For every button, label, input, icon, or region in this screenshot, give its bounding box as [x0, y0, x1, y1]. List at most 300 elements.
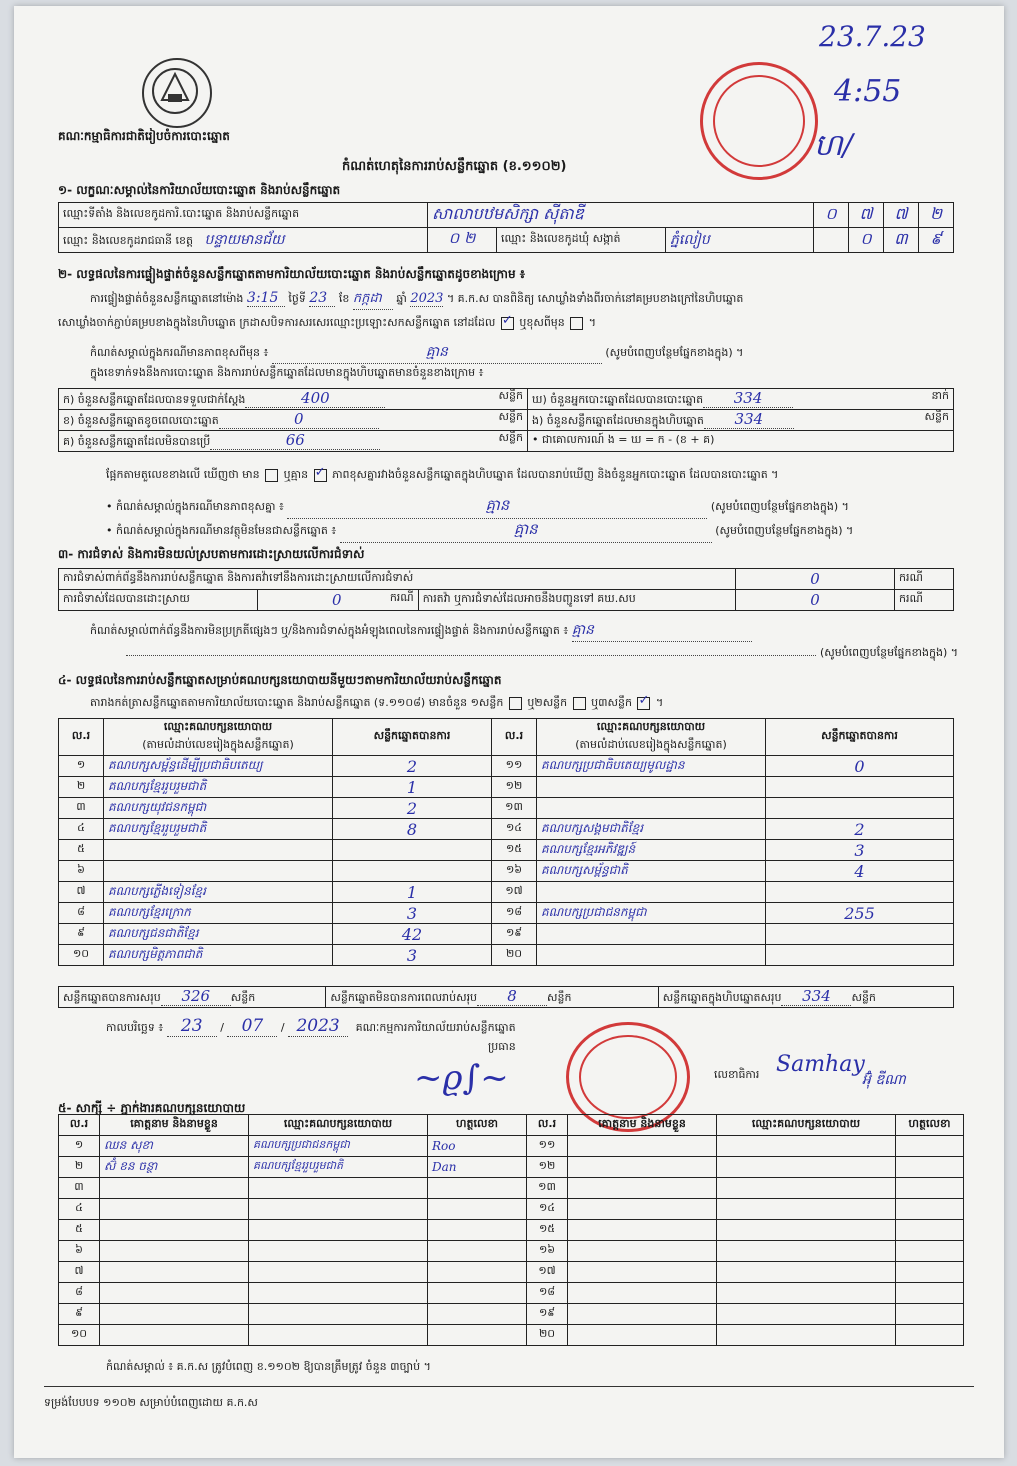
bullet2-value: គ្មាន — [340, 520, 712, 543]
s3-dotted-line — [126, 655, 816, 656]
w-col-party-left: ឈ្មោះគណបក្សនយោបាយ — [249, 1115, 428, 1136]
col-party-sub-left: (តាមលំដាប់លេខរៀងក្នុងសន្លឹកឆ្នោត) — [104, 737, 333, 756]
unit-b: សន្លឹក — [498, 410, 523, 423]
witness-name-left — [100, 1325, 249, 1346]
witness-name-left — [100, 1220, 249, 1241]
witness-no-right: ២០ — [527, 1325, 568, 1346]
total-invalid-label: សន្លឹកឆ្នោតមិនបានការពេលរាប់សរុប — [330, 991, 478, 1004]
witness-party-left — [249, 1325, 428, 1346]
witness-row — [59, 1136, 964, 1157]
no-difference-checkbox[interactable] — [314, 469, 327, 482]
witness-no-left: ២ — [59, 1157, 100, 1178]
result-party-left: គណបក្សភ្លើងទៀនខ្មែរ — [104, 882, 333, 903]
result-party-right: គណបក្សប្រជាធិបតេយ្យមូលដ្ឋាន — [537, 756, 766, 777]
witness-row — [59, 1178, 964, 1199]
w-col-name-left: គោត្តនាម និងនាមខ្លួន — [100, 1115, 249, 1136]
p1-d: ឆ្នាំ — [396, 292, 407, 305]
result-votes-right: 0 — [766, 756, 954, 777]
result-row — [59, 945, 954, 966]
count-month: កក្កដា — [353, 290, 393, 310]
witness-name-right — [568, 1136, 717, 1157]
has-difference-checkbox[interactable] — [265, 469, 278, 482]
witness-table — [58, 1114, 964, 1346]
witness-party-right — [717, 1304, 896, 1325]
count-year: 2023 — [410, 291, 444, 306]
p1-a: ការផ្ទៀងផ្ទាត់ចំនួនសន្លឹកឆ្នោតនៅម៉ោង — [90, 292, 244, 305]
ballot-count-table — [58, 388, 954, 452]
handwritten-time: 4:55 — [834, 74, 902, 109]
objection-row1-unit: ករណី — [895, 569, 954, 590]
nec-emblem-logo — [142, 58, 212, 128]
s4-intro-a: តារាងកត់ត្រាសន្លឹកឆ្នោតតាមការិយាល័យបោះឆ្នោត និងរាប់សន្លឹកឆ្នោត (ទ.១១០៨) មានចំនួន ១សន្លឹក — [90, 696, 504, 709]
witness-sign-right — [896, 1220, 964, 1241]
resolved-objections-value: 0 — [332, 591, 342, 609]
s3-remark-value: គ្មាន — [572, 620, 752, 642]
result-votes-right — [766, 945, 954, 966]
p2-text: សោឃ្លាំងចាក់ភ្ជាប់គម្របខាងក្នុងនៃហិបឆ្នោត ក្រដាសបិទការសរសេរឈ្មោះប្រឡោះសកសន្លឹកឆ្នោត នៅដដែល — [58, 316, 496, 329]
total-box-value: 334 — [781, 987, 851, 1006]
witness-name-right — [568, 1262, 717, 1283]
objection-table — [58, 568, 954, 611]
witness-party-left — [249, 1178, 428, 1199]
witness-no-right: ១៤ — [527, 1199, 568, 1220]
result-party-left — [104, 861, 333, 882]
result-row — [59, 924, 954, 945]
witness-sign-left — [428, 1178, 527, 1199]
result-no-right: ១៩ — [492, 924, 537, 945]
result-votes-right — [766, 798, 954, 819]
w-col-sign-left: ហត្ថលេខា — [428, 1115, 527, 1136]
chair-signature: ~ϱ∫~ — [414, 1058, 509, 1098]
w-col-sign-right: ហត្ថលេខា — [896, 1115, 964, 1136]
witness-sign-left — [428, 1304, 527, 1325]
witness-row — [59, 1220, 964, 1241]
commune-label: ឈ្មោះ និងលេខកូដឃុំ សង្កាត់ — [497, 228, 666, 253]
result-row — [59, 756, 954, 777]
witness-sign-left: Dan — [428, 1157, 527, 1178]
compare-c: ភាពខុសគ្នារវាងចំនួនសន្លឹកឆ្នោតក្នុងហិបឆ្នោត ដែលបានរាប់ឃើញ និងចំនួនអ្នកបោះឆ្នោត ដែលបានបោះឆ្នោត ។ — [332, 468, 779, 481]
witness-no-right: ១៦ — [527, 1241, 568, 1262]
date-month: 07 — [227, 1016, 277, 1037]
witness-party-left: គណបក្សប្រជាជនកម្ពុជា — [249, 1136, 428, 1157]
section2-para1 — [90, 290, 960, 310]
witness-no-right: ១៥ — [527, 1220, 568, 1241]
count-row-d — [528, 389, 954, 410]
witness-sign-left — [428, 1241, 527, 1262]
label-b: ខ) ចំនួនសន្លឹកឆ្នោតខូចពេលបោះឆ្នោត — [63, 414, 219, 427]
result-votes-right — [766, 777, 954, 798]
footer-note: កំណត់សម្គាល់ ៖ គ.ក.ស ត្រូវបំពេញ ខ.១១០២ ឱ្យបានត្រឹមត្រូវ ចំនួន ៣ច្បាប់ ។ — [106, 1360, 431, 1373]
commune-code-spacer — [814, 228, 849, 253]
official-seal-top — [700, 62, 818, 180]
section2-compare — [106, 468, 966, 484]
location-label: ឈ្មោះទីតាំង និងលេខកូដការិ.បោះឆ្នោត និងរាប់សន្លឹកឆ្នោត — [59, 203, 428, 228]
witness-name-right — [568, 1199, 717, 1220]
total-valid-label: សន្លឹកឆ្នោតបានការសរុប — [63, 991, 161, 1004]
witness-name-right — [568, 1241, 717, 1262]
result-row — [59, 861, 954, 882]
total-box-unit: សន្លឹក — [851, 991, 876, 1004]
province-label-text: ឈ្មោះ និងលេខកូដរាជធានី ខេត្ត — [63, 233, 193, 247]
witness-no-left: ៥ — [59, 1220, 100, 1241]
result-party-left: គណបក្សមិត្តភាពជាតិ — [104, 945, 333, 966]
remark-label: កំណត់សម្គាល់ក្នុងករណីមានភាពខុសពីមុន ៖ — [90, 346, 269, 359]
w-col-party-right: ឈ្មោះគណបក្សនយោបាយ — [717, 1115, 896, 1136]
result-no-left: ៨ — [59, 903, 104, 924]
result-party-left: គណបក្សខ្មែរក្រោក — [104, 903, 333, 924]
result-row — [59, 840, 954, 861]
witness-name-left — [100, 1199, 249, 1220]
total-valid-cell — [59, 987, 326, 1008]
witness-party-left — [249, 1199, 428, 1220]
result-no-right: ១៨ — [492, 903, 537, 924]
result-party-right: គណបក្សប្រជាជនកម្ពុជា — [537, 903, 766, 924]
witness-name-left — [100, 1283, 249, 1304]
witness-sign-left — [428, 1199, 527, 1220]
result-no-left: ១ — [59, 756, 104, 777]
total-invalid-unit: សន្លឹក — [547, 991, 572, 1004]
unit-c: សន្លឹក — [498, 431, 523, 444]
witness-row — [59, 1262, 964, 1283]
result-party-left — [104, 840, 333, 861]
section5-title: ៥- សាក្សី ÷ ភ្នាក់ងារគណបក្សនយោបាយ — [58, 1101, 246, 1115]
section2-para2: សោឃ្លាំងចាក់ភ្ជាប់គម្របខាងក្នុងនៃហិបឆ្នោត ក្រដាសបិទការសរសេរឈ្មោះប្រឡោះសកសន្លឹកឆ្នោត នៅដដែល ✓ ឬខុសពីមុន ។ — [58, 316, 596, 332]
result-no-left: ៤ — [59, 819, 104, 840]
org-name: គណៈកម្មាធិការជាតិរៀបចំការបោះឆ្នោត — [58, 129, 230, 143]
one-sheet-checkbox[interactable] — [509, 697, 522, 710]
section1-title: ១- លក្ខណៈសម្គាល់នៃការិយាល័យបោះឆ្នោត និងរាប់សន្លឹកឆ្នោត — [58, 183, 341, 197]
witness-sign-left — [428, 1283, 527, 1304]
col-votes-left: សន្លឹកឆ្នោតបានការ — [333, 719, 492, 756]
witness-sign-right — [896, 1157, 964, 1178]
result-party-right — [537, 777, 766, 798]
label-d: ឃ) ចំនួនអ្នកបោះឆ្នោតដែលបានបោះឆ្នោត — [532, 393, 704, 406]
formula-cell: • ជាគោលការណ៍ ង = ឃ = ក - (ខ + គ) — [528, 431, 954, 452]
province-label — [59, 228, 428, 253]
result-votes-left: 1 — [333, 882, 492, 903]
witness-sign-right — [896, 1325, 964, 1346]
witness-name-left: ស៊ំ ខន ចន្ថា — [100, 1157, 249, 1178]
label-e: ង) ចំនួនសន្លឹកឆ្នោតដែលមានក្នុងហិបឆ្នោត — [532, 414, 704, 427]
bullet1-label: • កំណត់សម្គាល់ក្នុងករណីមានភាពខុសគ្នា ៖ — [106, 500, 284, 513]
witness-row — [59, 1199, 964, 1220]
total-box-label: សន្លឹកឆ្នោតក្នុងហិបឆ្នោតសរុប — [662, 991, 782, 1004]
witness-sign-left — [428, 1220, 527, 1241]
total-invalid-value: 8 — [477, 987, 547, 1006]
count-row-a — [59, 389, 528, 410]
result-party-left: គណបក្សជនជាតិខ្មែរ — [104, 924, 333, 945]
location-code-2: ៧ — [849, 203, 884, 228]
bullet1 — [106, 496, 966, 519]
witness-party-left: គណបក្សខ្មែររួបរួមជាតិ — [249, 1157, 428, 1178]
results-table — [58, 718, 954, 966]
witness-party-right — [717, 1178, 896, 1199]
commune-code-2: ៣ — [884, 228, 919, 253]
witness-no-left: ៩ — [59, 1304, 100, 1325]
date-day: 23 — [167, 1016, 217, 1037]
witness-sign-right — [896, 1136, 964, 1157]
witness-sign-left: Roo — [428, 1136, 527, 1157]
witness-no-left: ៦ — [59, 1241, 100, 1262]
result-row — [59, 819, 954, 840]
count-row-c — [59, 431, 528, 452]
commune-code-1: ០ — [849, 228, 884, 253]
result-no-right: ១៣ — [492, 798, 537, 819]
bullet2 — [106, 520, 966, 543]
witness-party-left — [249, 1241, 428, 1262]
result-party-right — [537, 882, 766, 903]
location-code-1: ០ — [814, 203, 849, 228]
witness-no-left: ៧ — [59, 1262, 100, 1283]
witness-party-right — [717, 1241, 896, 1262]
bullet1-value: គ្មាន — [287, 496, 707, 519]
witness-party-right — [717, 1199, 896, 1220]
witness-body — [59, 1136, 964, 1346]
result-party-left: គណបក្សយុវជនកម្ពុជា — [104, 798, 333, 819]
label-a: ក) ចំនួនសន្លឹកឆ្នោតដែលបានទទួលជាក់ស្តែង — [63, 393, 246, 406]
result-votes-right: 4 — [766, 861, 954, 882]
witness-row — [59, 1241, 964, 1262]
result-party-left: គណបក្សសម្ព័ន្ធដើម្បីប្រជាធិបតេយ្យ — [104, 756, 333, 777]
col-party-sub-right: (តាមលំដាប់លេខរៀងក្នុងសន្លឹកឆ្នោត) — [537, 737, 766, 756]
objection-row2-cell — [258, 590, 419, 611]
result-votes-left: 42 — [333, 924, 492, 945]
unit-e: សន្លឹក — [924, 410, 949, 423]
date-org: គណៈកម្មការការិយាល័យរាប់សន្លឹកឆ្នោត — [355, 1021, 516, 1034]
section2-remark — [90, 342, 960, 364]
result-votes-right — [766, 882, 954, 903]
count-row-e — [528, 410, 954, 431]
handwritten-date: 23.7.23 — [819, 20, 926, 53]
location-code-3: ៧ — [884, 203, 919, 228]
top-signature: ហ/ — [814, 128, 853, 163]
result-votes-right: 3 — [766, 840, 954, 861]
two-sheets-checkbox[interactable] — [573, 697, 586, 710]
bullet2-label: • កំណត់សម្គាល់ក្នុងករណីមានវត្ថុមិនមែនជាសន្លឹកឆ្នោត ៖ — [106, 524, 337, 537]
result-votes-left: 1 — [333, 777, 492, 798]
result-party-right — [537, 798, 766, 819]
location-value: សាលាបឋមសិក្សា ស៊ីតាឌី — [428, 203, 814, 228]
witness-name-right — [568, 1283, 717, 1304]
p2-or: ឬខុសពីមុន — [519, 316, 565, 329]
result-no-left: ៥ — [59, 840, 104, 861]
col-party-right: ឈ្មោះគណបក្សនយោបាយ — [537, 719, 766, 738]
witness-sign-left — [428, 1262, 527, 1283]
count-day: 23 — [309, 290, 335, 307]
total-valid-unit: សន្លឹក — [230, 991, 256, 1004]
result-no-left: ៦ — [59, 861, 104, 882]
result-row — [59, 777, 954, 798]
s3-note: (សូមបំពេញបន្ថែមផ្នែកខាងក្នុង) ។ — [819, 646, 958, 659]
voters-value: 334 — [703, 389, 793, 408]
result-votes-left: 2 — [333, 798, 492, 819]
section4-title: ៤- លទ្ធផលនៃការរាប់សន្លឹកឆ្នោតសម្រាប់គណបក្សនយោបាយនីមួយៗតាមការិយាល័យរាប់សន្លឹកឆ្នោត — [58, 673, 502, 687]
result-votes-left: 8 — [333, 819, 492, 840]
section2-intro: ក្នុងខេទាក់ទងនឹងការបោះឆ្នោត និងការរាប់សន្លឹកឆ្នោតដែលមានក្នុងហិបឆ្នោតមានចំនួនខាងក្រោម ៖ — [90, 366, 484, 379]
witness-row — [59, 1283, 964, 1304]
col-no-left: ល.រ — [59, 719, 104, 756]
w-col-no-left: ល.រ — [59, 1115, 100, 1136]
result-votes-left: 3 — [333, 903, 492, 924]
result-votes-right — [766, 924, 954, 945]
witness-row — [59, 1325, 964, 1346]
count-row-b — [59, 410, 528, 431]
witness-name-right — [568, 1325, 717, 1346]
result-no-left: ៩ — [59, 924, 104, 945]
footer-form-name: ទម្រង់បែបបទ ១១០២ សម្រាប់បំពេញដោយ គ.ក.ស — [44, 1396, 258, 1409]
witness-no-right: ១៧ — [527, 1262, 568, 1283]
witness-party-left — [249, 1304, 428, 1325]
result-votes-left: 2 — [333, 756, 492, 777]
witness-name-right — [568, 1178, 717, 1199]
result-votes-left — [333, 840, 492, 861]
w-col-name-right: គោត្តនាម និងនាមខ្លួន — [568, 1115, 717, 1136]
spoiled-ballots-value: 0 — [219, 410, 379, 429]
result-no-left: ៣ — [59, 798, 104, 819]
section1-table — [58, 202, 954, 253]
bullet1-note: (សូមបំពេញបន្ថែមផ្នែកខាងក្នុង) ។ — [710, 500, 849, 513]
result-no-left: ៧ — [59, 882, 104, 903]
result-votes-left: 3 — [333, 945, 492, 966]
section3-title: ៣- ការជំទាស់ និងការមិនយល់ស្របតាមការដោះស្រាយលើការជំទាស់ — [58, 547, 365, 561]
col-no-right: ល.រ — [492, 719, 537, 756]
witness-row — [59, 1304, 964, 1325]
witness-sign-right — [896, 1304, 964, 1325]
witness-no-right: ១៣ — [527, 1178, 568, 1199]
result-row — [59, 903, 954, 924]
witness-party-right — [717, 1325, 896, 1346]
witness-name-right — [568, 1220, 717, 1241]
remark-value: គ្មាន — [272, 342, 602, 364]
result-party-right — [537, 924, 766, 945]
province-value: បន្ទាយមានជ័យ — [204, 231, 285, 248]
province-code: ០ ២ — [428, 228, 497, 253]
objection-row1-label: ការជំទាស់ពាក់ព័ន្ធនឹងការរាប់សន្លឹកឆ្នោត និងការតវ៉ាទៅនឹងការដោះស្រាយលើការជំទាស់ — [59, 569, 736, 590]
w-col-no-right: ល.រ — [527, 1115, 568, 1136]
count-time: 3:15 — [247, 290, 285, 307]
witness-no-left: ៣ — [59, 1178, 100, 1199]
witness-no-left: ៨ — [59, 1283, 100, 1304]
witness-no-left: ៤ — [59, 1199, 100, 1220]
result-no-right: ១២ — [492, 777, 537, 798]
forwarded-objections-value: 0 — [736, 590, 895, 611]
objection-row1-value: 0 — [736, 569, 895, 590]
changed-checkbox[interactable] — [570, 317, 583, 330]
unit-a: សន្លឹក — [498, 389, 523, 402]
witness-name-left: ឈន សុខា — [100, 1136, 249, 1157]
result-votes-right: 255 — [766, 903, 954, 924]
witness-party-left — [249, 1283, 428, 1304]
objection-row2-mid: ការតវ៉ា ឬការជំទាស់ដែលអាចនឹងបញ្ជូនទៅ គឃ.សប — [418, 590, 735, 611]
unit-d: នាក់ — [931, 389, 949, 402]
date-year: 2023 — [288, 1016, 348, 1037]
compare-b: ឬគ្មាន — [283, 468, 309, 481]
chair-label: ប្រធាន — [488, 1040, 516, 1053]
s3-remark-label: កំណត់សម្គាល់ពាក់ព័ន្ធនឹងការមិនប្រក្រតីផ្សេងៗ ឬ/និងការជំទាស់ក្នុងអំឡុងពេលនៃការផ្ទៀងផ្ទាត់ និងការរាប់សន្លឹកឆ្នោត ៖ — [90, 624, 569, 637]
result-no-right: ១៦ — [492, 861, 537, 882]
result-party-right: គណបក្សសង្គមជាតិខ្មែរ — [537, 819, 766, 840]
three-sheets-checkbox[interactable] — [637, 697, 650, 710]
result-no-right: ១៧ — [492, 882, 537, 903]
witness-party-right — [717, 1136, 896, 1157]
witness-sign-right — [896, 1178, 964, 1199]
p1-c: ខែ — [338, 292, 350, 305]
witness-sign-right — [896, 1262, 964, 1283]
result-no-right: ១១ — [492, 756, 537, 777]
section2-title: ២- លទ្ធផលនៃការផ្ទៀងផ្ទាត់ចំនួនសន្លឹកឆ្នោតតាមការិយាល័យបោះឆ្នោត និងរាប់សន្លឹកឆ្នោតដូចខាងក្រោម ៖ — [58, 267, 526, 281]
received-ballots-value: 400 — [245, 389, 385, 408]
label-c: គ) ចំនួនសន្លឹកឆ្នោតដែលមិនបានប្រើ — [63, 435, 211, 448]
witness-sign-left — [428, 1325, 527, 1346]
witness-no-left: ១ — [59, 1136, 100, 1157]
date-line: កាលបរិច្ឆេទ ៖ 23 / 07 / 2023 គណៈកម្មការការិយាល័យរាប់សន្លឹកឆ្នោត — [106, 1016, 516, 1036]
s4-intro-c: ឬ៣សន្លឹក — [591, 696, 632, 709]
col-party-left: ឈ្មោះគណបក្សនយោបាយ — [104, 719, 333, 738]
witness-no-left: ១០ — [59, 1325, 100, 1346]
witness-party-right — [717, 1262, 896, 1283]
totals-table — [58, 986, 954, 1008]
result-party-right: គណបក្សខ្មែរអភិវឌ្ឍន៍ — [537, 840, 766, 861]
commune-value: ភ្នំលៀប — [666, 228, 814, 253]
commune-code-3: ៩ — [919, 228, 954, 253]
secretary-label: លេខាធិការ — [714, 1068, 760, 1081]
form-title: កំណត់ហេតុនៃការរាប់សន្លឹកឆ្នោត (ខ.១១០២) — [342, 159, 567, 174]
form-sheet — [14, 6, 1004, 1458]
emblem-icon — [144, 60, 206, 122]
resolved-unit: ករណី — [389, 591, 414, 604]
result-no-left: ១០ — [59, 945, 104, 966]
result-party-left: គណបក្សខ្មែររួបរួមជាតិ — [104, 819, 333, 840]
s4-intro-b: ឬ២សន្លឹក — [527, 696, 568, 709]
witness-name-right — [568, 1157, 717, 1178]
results-body — [59, 756, 954, 966]
witness-sign-right — [896, 1241, 964, 1262]
witness-row — [59, 1157, 964, 1178]
witness-name-left — [100, 1241, 249, 1262]
result-votes-left — [333, 861, 492, 882]
forwarded-unit: ករណី — [895, 590, 954, 611]
result-no-right: ១៤ — [492, 819, 537, 840]
witness-no-right: ១១ — [527, 1136, 568, 1157]
compare-a: ផ្អែកតាមតួលេខខាងលើ ឃើញថា មាន — [106, 468, 260, 481]
witness-sign-right — [896, 1283, 964, 1304]
unused-ballots-value: 66 — [210, 431, 380, 450]
p1-b: ថ្ងៃទី — [288, 292, 306, 305]
result-row — [59, 798, 954, 819]
witness-no-right: ១២ — [527, 1157, 568, 1178]
witness-party-right — [717, 1283, 896, 1304]
witness-party-right — [717, 1220, 896, 1241]
witness-name-left — [100, 1262, 249, 1283]
witness-party-right — [717, 1157, 896, 1178]
s3-fill-note — [58, 646, 958, 662]
result-no-left: ២ — [59, 777, 104, 798]
footer-rule — [44, 1386, 974, 1387]
result-party-right: គណបក្សសម្ព័ន្ធជាតិ — [537, 861, 766, 882]
witness-name-right — [568, 1304, 717, 1325]
remark-note: (សូមបំពេញបន្ថែមផ្នែកខាងក្នុង) ។ — [605, 346, 744, 359]
section4-intro: តារាងកត់ត្រាសន្លឹកឆ្នោតតាមការិយាល័យបោះឆ្នោត និងរាប់សន្លឹកឆ្នោត (ទ.១១០៨) មានចំនួន ១សន្លឹក ឬ២សន្លឹក ឬ៣សន្លឹក ✓ ។ — [90, 696, 663, 712]
witness-name-left — [100, 1178, 249, 1199]
witness-name-left — [100, 1304, 249, 1325]
total-valid-value: 326 — [161, 987, 231, 1006]
unchanged-checkbox[interactable] — [501, 317, 514, 330]
objection-row2-label: ការជំទាស់ដែលបានដោះស្រាយ — [59, 590, 258, 611]
bullet2-note: (សូមបំពេញបន្ថែមផ្នែកខាងក្នុង) ។ — [715, 524, 854, 537]
witness-no-right: ១៨ — [527, 1283, 568, 1304]
total-box-cell — [658, 987, 953, 1008]
result-no-right: ១៥ — [492, 840, 537, 861]
